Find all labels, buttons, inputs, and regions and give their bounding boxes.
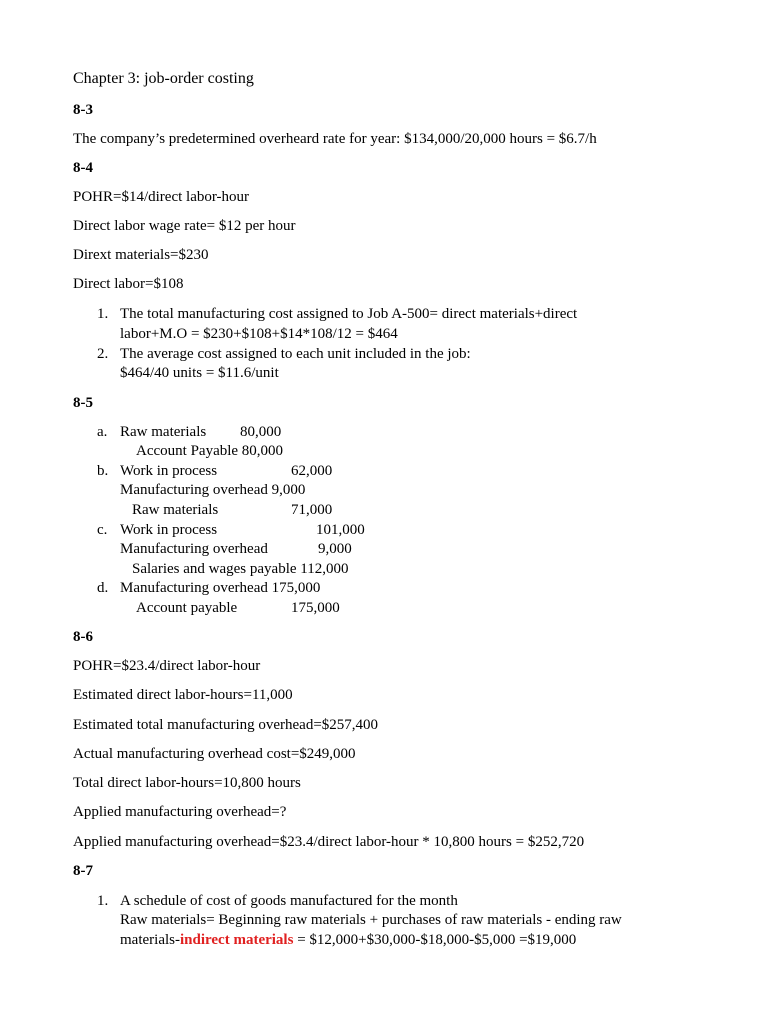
- paragraph: Total direct labor-hours=10,800 hours: [73, 775, 301, 791]
- paragraph: POHR=$23.4/direct labor-hour: [73, 658, 261, 674]
- highlighted-term: indirect materials: [179, 932, 294, 948]
- section-heading-8-4: 8-4: [73, 160, 93, 176]
- list-item-text: A schedule of cost of goods manufactured for the month: [120, 893, 458, 909]
- paragraph: Estimated total manufacturing overhead=$257,400: [73, 717, 379, 733]
- journal-account: Raw materials: [132, 502, 219, 518]
- list-item-text: The total manufacturing cost assigned to Job A-500= direct materials+direct: [120, 306, 578, 322]
- journal-amount: 175,000: [291, 600, 340, 616]
- paragraph: POHR=$14/direct labor-hour: [73, 189, 250, 205]
- list-marker: c.: [97, 522, 108, 538]
- list-marker: b.: [97, 463, 109, 479]
- list-item-text: labor+M.O = $230+$108+$14*108/12 = $464: [120, 326, 398, 342]
- section-heading-8-5: 8-5: [73, 395, 93, 411]
- journal-account: Manufacturing overhead: [120, 541, 268, 557]
- journal-amount: 9,000: [318, 541, 352, 557]
- text-run: = $12,000+$30,000-$18,000-$5,000 =$19,000: [293, 932, 577, 948]
- text-run: materials-: [120, 932, 180, 948]
- list-item-text: $464/40 units = $11.6/unit: [120, 365, 279, 381]
- section-heading-8-3: 8-3: [73, 102, 93, 118]
- journal-account: Account payable: [136, 600, 238, 616]
- journal-account: Raw materials: [120, 424, 207, 440]
- list-item-text: Raw materials= Beginning raw materials + purchases of raw materials - ending raw: [120, 912, 622, 928]
- journal-account: Work in process: [120, 463, 218, 479]
- section-heading-8-7: 8-7: [73, 863, 93, 879]
- section-heading-8-6: 8-6: [73, 629, 93, 645]
- journal-account: Manufacturing overhead 9,000: [120, 482, 306, 498]
- paragraph: Applied manufacturing overhead=$23.4/direct labor-hour * 10,800 hours = $252,720: [73, 834, 585, 850]
- list-marker: a.: [97, 424, 108, 440]
- paragraph: Applied manufacturing overhead=?: [73, 804, 287, 820]
- journal-account: Work in process: [120, 522, 218, 538]
- paragraph: Estimated direct labor-hours=11,000: [73, 687, 293, 703]
- journal-account: Account Payable 80,000: [136, 443, 284, 459]
- list-marker: 1.: [97, 306, 109, 322]
- paragraph: Direct labor=$108: [73, 276, 184, 292]
- paragraph: Dirext materials=$230: [73, 247, 209, 263]
- paragraph: Direct labor wage rate= $12 per hour: [73, 218, 296, 234]
- paragraph: The company’s predetermined overheard rate for year: $134,000/20,000 hours = $6.7/h: [73, 131, 597, 147]
- paragraph: Actual manufacturing overhead cost=$249,000: [73, 746, 356, 762]
- journal-account: Salaries and wages payable 112,000: [132, 561, 349, 577]
- journal-account: Manufacturing overhead 175,000: [120, 580, 321, 596]
- journal-amount: 101,000: [316, 522, 365, 538]
- journal-amount: 80,000: [240, 424, 282, 440]
- chapter-title: Chapter 3: job-order costing: [73, 70, 254, 87]
- journal-amount: 71,000: [291, 502, 333, 518]
- list-marker: d.: [97, 580, 109, 596]
- list-item-text: [120, 931, 576, 949]
- list-marker: 1.: [97, 893, 109, 909]
- list-item-text: The average cost assigned to each unit included in the job:: [120, 346, 471, 362]
- journal-amount: 62,000: [291, 463, 333, 479]
- list-marker: 2.: [97, 346, 109, 362]
